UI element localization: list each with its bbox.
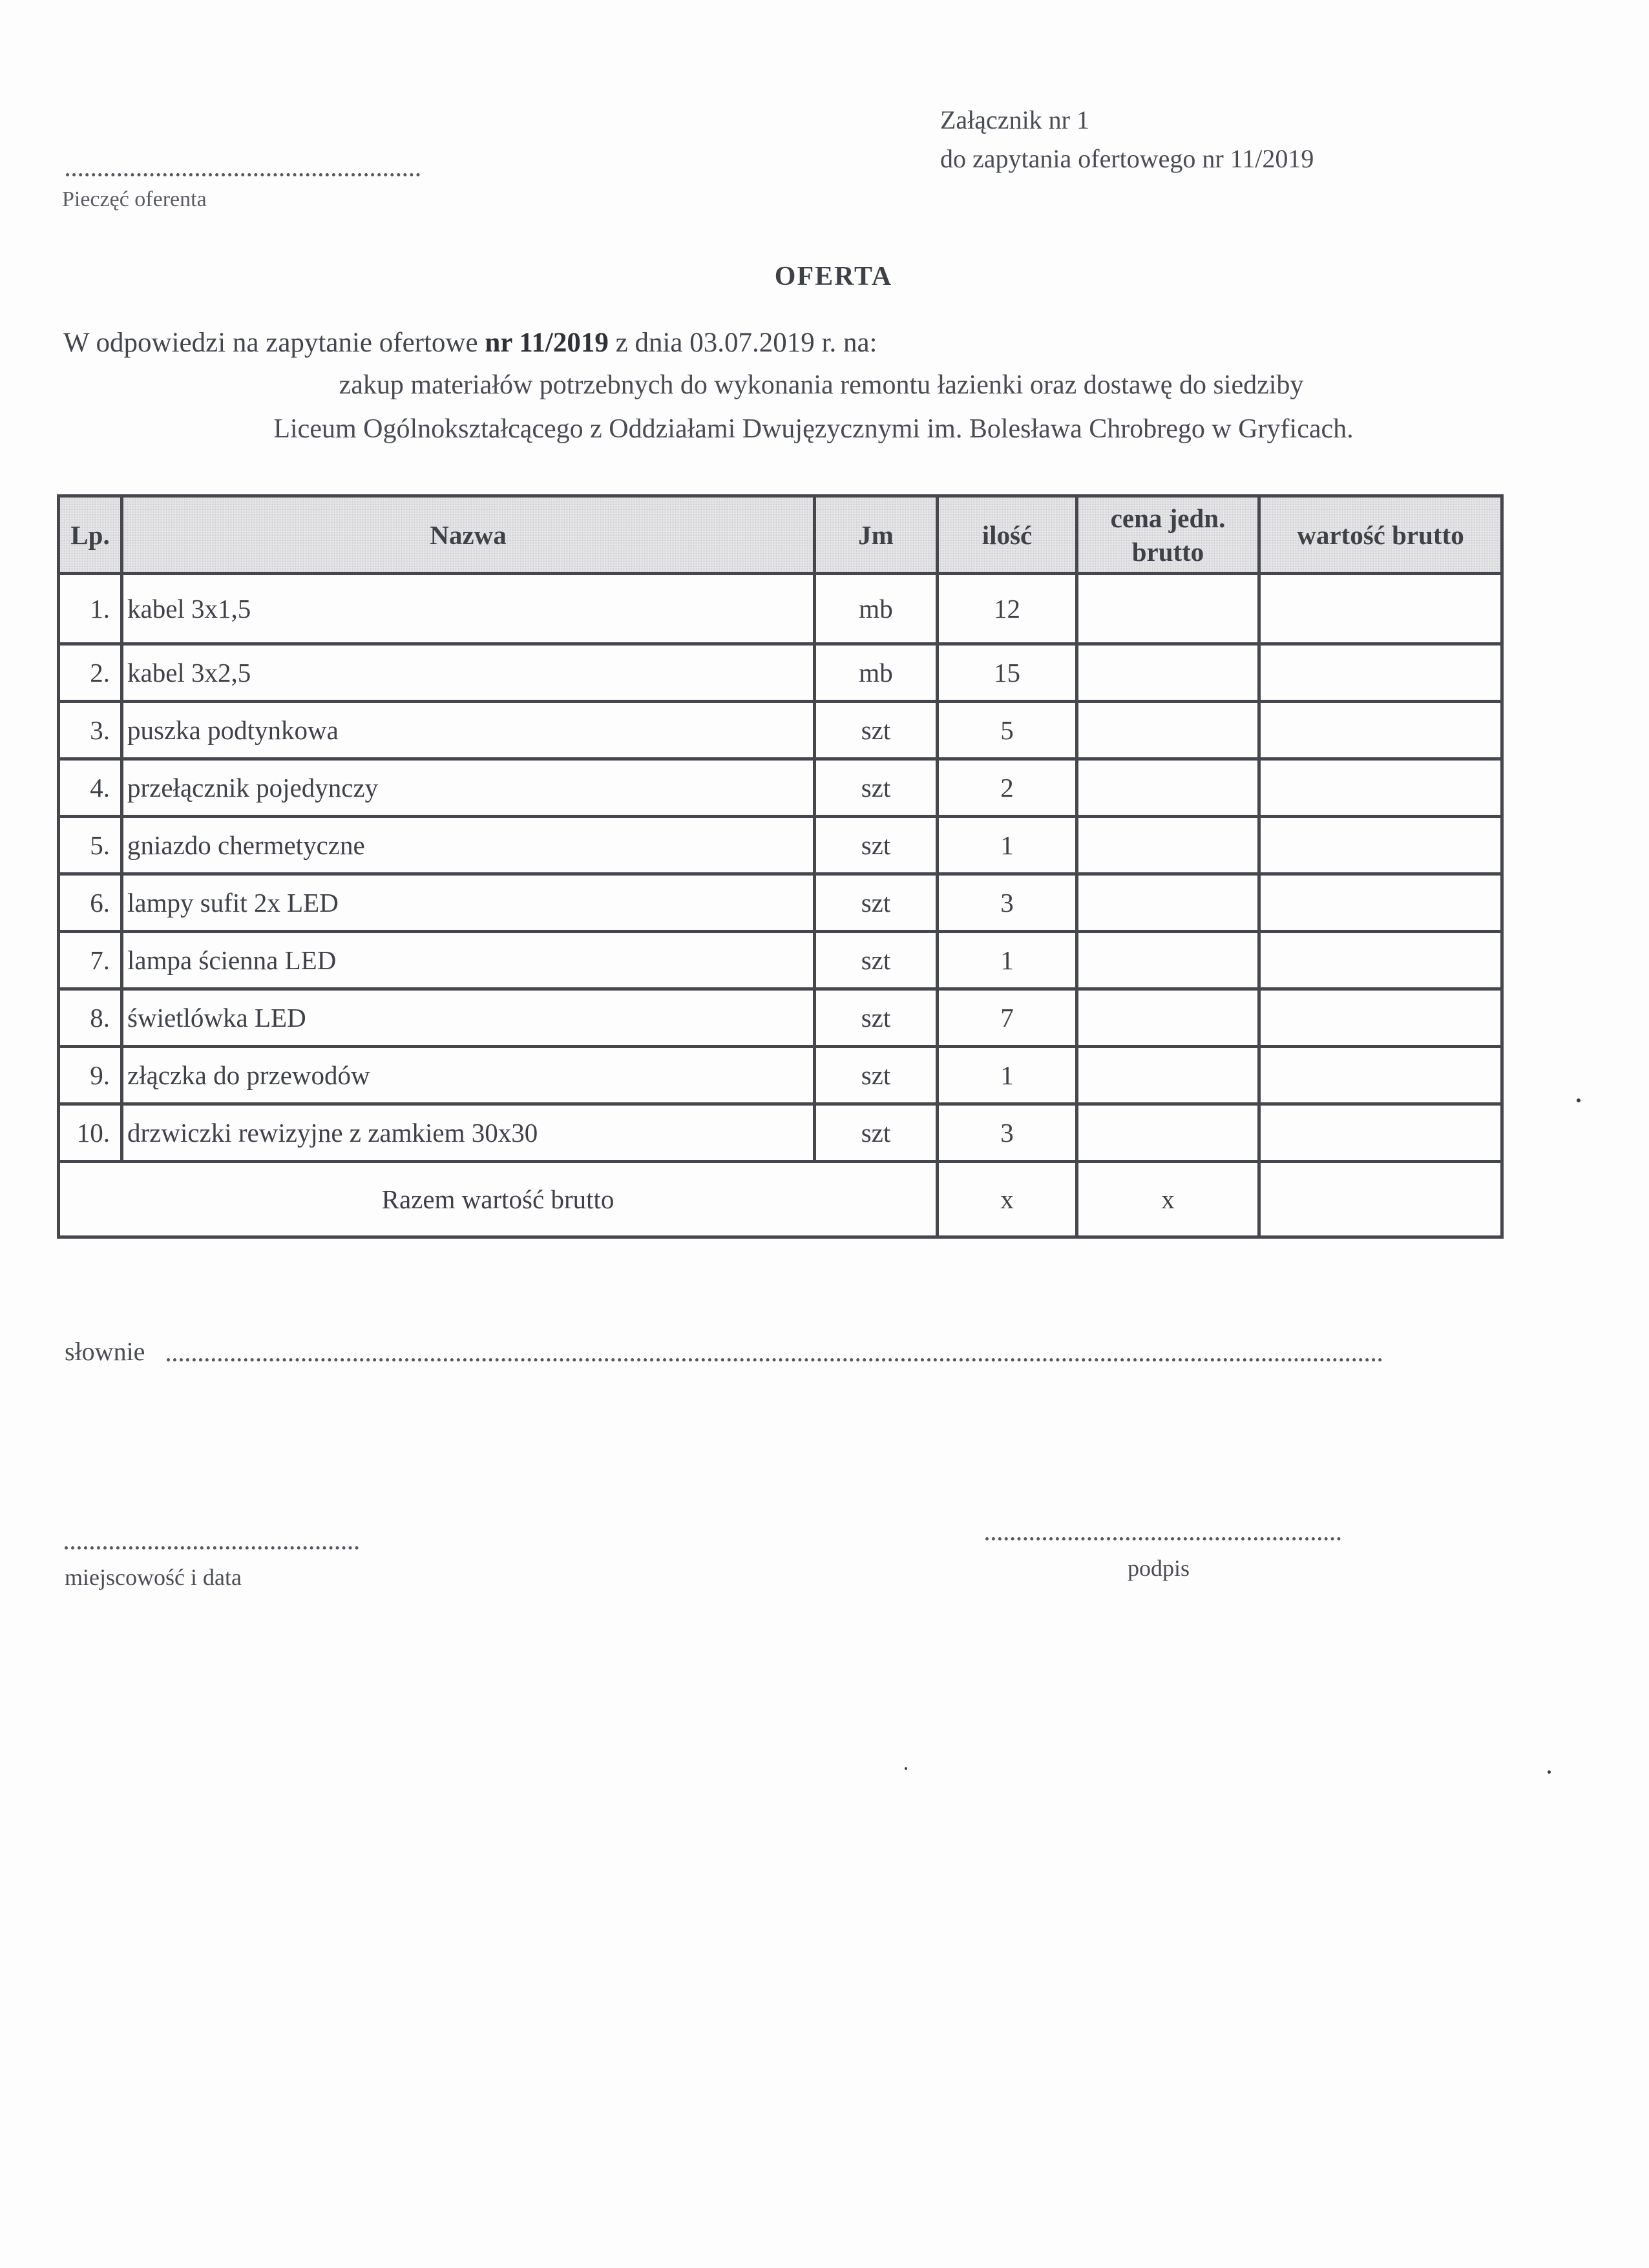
subject-line-1: zakup materiałów potrzebnych do wykonania remontu łazienki oraz dostawę do siedziby [339,370,1304,400]
row-name: złączka do przewodów [122,1047,815,1104]
document-title: OFERTA [774,262,893,291]
row-unit: szt [815,874,938,932]
row-unit-price-cell[interactable] [1077,817,1259,874]
row-lp: 10. [59,1104,122,1162]
table-row [59,989,1502,1047]
row-name: przełącznik pojedynczy [122,759,815,817]
row-unit: szt [815,1104,938,1162]
signature-label: podpis [1128,1555,1190,1581]
row-total-cell[interactable] [1259,574,1502,644]
row-unit-price-cell[interactable] [1077,989,1259,1047]
row-unit: szt [815,932,938,989]
intro-prefix: W odpowiedzi na zapytanie ofertowe [63,328,485,358]
row-lp: 2. [59,644,122,702]
header-unit-price-line-1: cena jedn. [1110,503,1226,533]
row-unit: mb [815,644,938,702]
row-total-cell[interactable] [1259,1104,1502,1162]
row-name: lampa ścienna LED [122,932,815,989]
row-unit: szt [815,989,938,1047]
row-lp: 1. [59,574,122,644]
row-lp: 5. [59,817,122,874]
row-name: lampy sufit 2x LED [122,874,815,932]
row-qty: 7 [938,989,1077,1047]
header-qty: ilość [938,496,1077,574]
scan-speck [1548,1770,1551,1774]
table-header-row [59,496,1502,574]
row-qty: 1 [938,1047,1077,1104]
document-title-wrap [0,261,1649,292]
header-unit-price-line-2: brutto [1131,536,1204,567]
row-name: gniazdo chermetyczne [122,817,815,874]
row-name: kabel 3x2,5 [122,644,815,702]
row-qty: 1 [938,932,1077,989]
subject-line-1-wrap [0,370,1649,401]
summary-label: Razem wartość brutto [59,1162,938,1237]
subject-line-2: Liceum Ogólnokształcącego z Oddziałami Dwujęzycznymi im. Bolesława Chrobrego w Gryficach. [273,414,1354,444]
amount-in-words-field[interactable] [167,1358,1383,1361]
row-unit: szt [815,702,938,759]
row-lp: 3. [59,702,122,759]
intro-suffix: z dnia 03.07.2019 r. na: [608,328,877,358]
row-unit: szt [815,759,938,817]
amount-in-words-label: słownie [65,1337,145,1366]
place-date-label: miejscowość i data [65,1564,242,1590]
stamp-field-line [66,173,420,176]
annex-reference: do zapytania ofertowego nr 11/2019 [940,144,1314,173]
table-row [59,1047,1502,1104]
row-total-cell[interactable] [1259,817,1502,874]
offer-table [57,494,1504,1239]
header-name: Nazwa [122,496,815,574]
row-unit: mb [815,574,938,644]
row-name: drzwiczki rewizyjne z zamkiem 30x30 [122,1104,815,1162]
row-lp: 6. [59,874,122,932]
table-row [59,759,1502,817]
header-unit: Jm [815,496,938,574]
summary-qty-mark: x [938,1162,1077,1237]
row-unit-price-cell[interactable] [1077,644,1259,702]
row-total-cell[interactable] [1259,874,1502,932]
table-row [59,644,1502,702]
summary-row [59,1162,1502,1237]
table-row [59,1104,1502,1162]
summary-price-mark: x [1077,1162,1259,1237]
row-unit: szt [815,817,938,874]
row-unit-price-cell[interactable] [1077,759,1259,817]
header-lp: Lp. [59,496,122,574]
table-row [59,932,1502,989]
row-total-cell[interactable] [1259,989,1502,1047]
row-unit: szt [815,1047,938,1104]
header-total: wartość brutto [1259,496,1502,574]
row-unit-price-cell[interactable] [1077,874,1259,932]
scan-speck [905,1767,907,1770]
row-lp: 7. [59,932,122,989]
subject-line-2-wrap [0,414,1649,445]
place-date-field[interactable] [65,1546,359,1549]
row-qty: 2 [938,759,1077,817]
row-name: kabel 3x1,5 [122,574,815,644]
row-unit-price-cell[interactable] [1077,574,1259,644]
scan-speck [1577,1098,1581,1102]
row-unit-price-cell[interactable] [1077,702,1259,759]
header-unit-price [1077,496,1259,574]
row-qty: 12 [938,574,1077,644]
row-unit-price-cell[interactable] [1077,932,1259,989]
row-unit-price-cell[interactable] [1077,1047,1259,1104]
signature-field[interactable] [985,1537,1341,1540]
row-qty: 1 [938,817,1077,874]
row-unit-price-cell[interactable] [1077,1104,1259,1162]
annex-number: Załącznik nr 1 [940,105,1089,134]
row-qty: 15 [938,644,1077,702]
row-total-cell[interactable] [1259,1047,1502,1104]
row-name: świetlówka LED [122,989,815,1047]
row-name: puszka podtynkowa [122,702,815,759]
row-total-cell[interactable] [1259,702,1502,759]
row-total-cell[interactable] [1259,644,1502,702]
table-row [59,574,1502,644]
table-row [59,702,1502,759]
row-lp: 9. [59,1047,122,1104]
row-lp: 8. [59,989,122,1047]
row-qty: 3 [938,1104,1077,1162]
row-total-cell[interactable] [1259,932,1502,989]
summary-total-cell[interactable] [1259,1162,1502,1237]
intro-reference: nr 11/2019 [485,328,609,358]
table-row [59,817,1502,874]
stamp-label: Pieczęć oferenta [62,187,207,211]
row-qty: 5 [938,702,1077,759]
intro-paragraph [63,327,877,359]
row-qty: 3 [938,874,1077,932]
row-lp: 4. [59,759,122,817]
table-row [59,874,1502,932]
row-total-cell[interactable] [1259,759,1502,817]
